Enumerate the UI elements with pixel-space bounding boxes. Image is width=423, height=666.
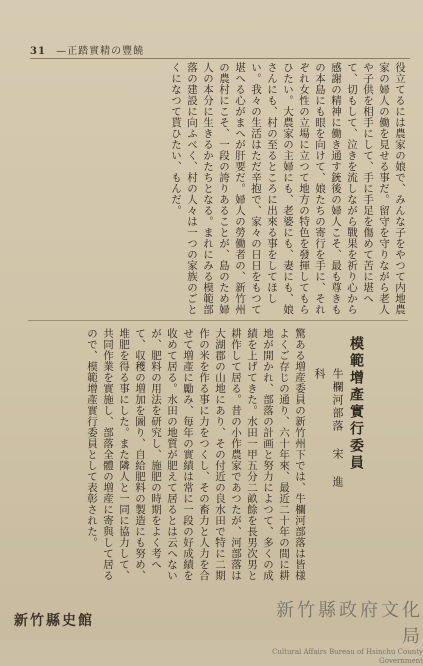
lower-article-text — [28, 328, 308, 588]
archive-stamp: 新竹縣史館 — [14, 613, 94, 629]
article-heading — [313, 336, 366, 516]
watermark-english: Cultural Affairs Bureau of Hsinchu County Government — [272, 648, 423, 665]
upper-article-text — [28, 62, 408, 317]
section-divider — [28, 320, 408, 321]
article-title: 模範增產實行委員 — [348, 336, 364, 472]
article-author: 牛欄河部落 宋 進 科 — [313, 368, 344, 489]
upper-paragraph: 役立てるには農家の娘で、みんな子をやつて内地農家の婦人の働を見せる事だ。留守を守りながら老人や子供を相手にして、手に手足を傷めて苦に堪へて、切もして、泣きを流しながら戰果を祈り心から感謝の精神に働き通す銃後の婦人こそ、最も尊きもの本島にも眼を向けて、娘たちの寄行を手に、それぞれ女性の立場に立つて地方の特色を發揮してもらひたい。大農家の主婦にも、老婆にも、妻にも、娘さんにも、村の至るところに出來る事をしてほしい。我々の生活はただ辛抱で、家々の日日をもつて堪へる心がまへが肝要だ。婦人の勞働者の、新竹州の農村にこそ、一段の誇りあることが、島のため婦人の本分に生きるかたちとなる。まれにみる模範部落の建設に向ふべく、村の人々は一つの家族のごとくになつて貰ひたい、もんだ。 — [170, 62, 406, 315]
lower-paragraph: 驚ある増産委員の新竹州下では、牛欄河部落は皆様よくご存じの通り、六十年來、最近二十年の間に耕地が開かれ、部落の計画と努力によつて、多くの成績を上げてきた。水田一甲五分二畝餘を長男次男と耕作して居る。昔の小作農家であつたが、河部落は大湖郡の山地にあり、その付近の良水田で特に二期作の米を作る事に力をつくし、その畜力と人力を合せて増產に勵み、毎年の實績は常に一段の好成績を收めて居る。水田の地質が肥えて居るとは云へないが、肥料の用法を研究し、施肥の時期をよく考へて、収穫の増加を圖り、自給肥料の製造にも努め、堆肥を得る事にした。また隣人と一同に協力して、共同作業を實施し、部落全體の増産に寄與して居るので、模範增產實行委員として表彰された。 — [86, 328, 306, 581]
watermark-chinese: 新竹縣政府文化局 — [276, 600, 423, 647]
running-header — [30, 42, 410, 59]
watermark — [258, 596, 423, 666]
running-title: —正踏實精の豐饒 — [56, 46, 145, 57]
page-number: 31 — [30, 46, 46, 57]
